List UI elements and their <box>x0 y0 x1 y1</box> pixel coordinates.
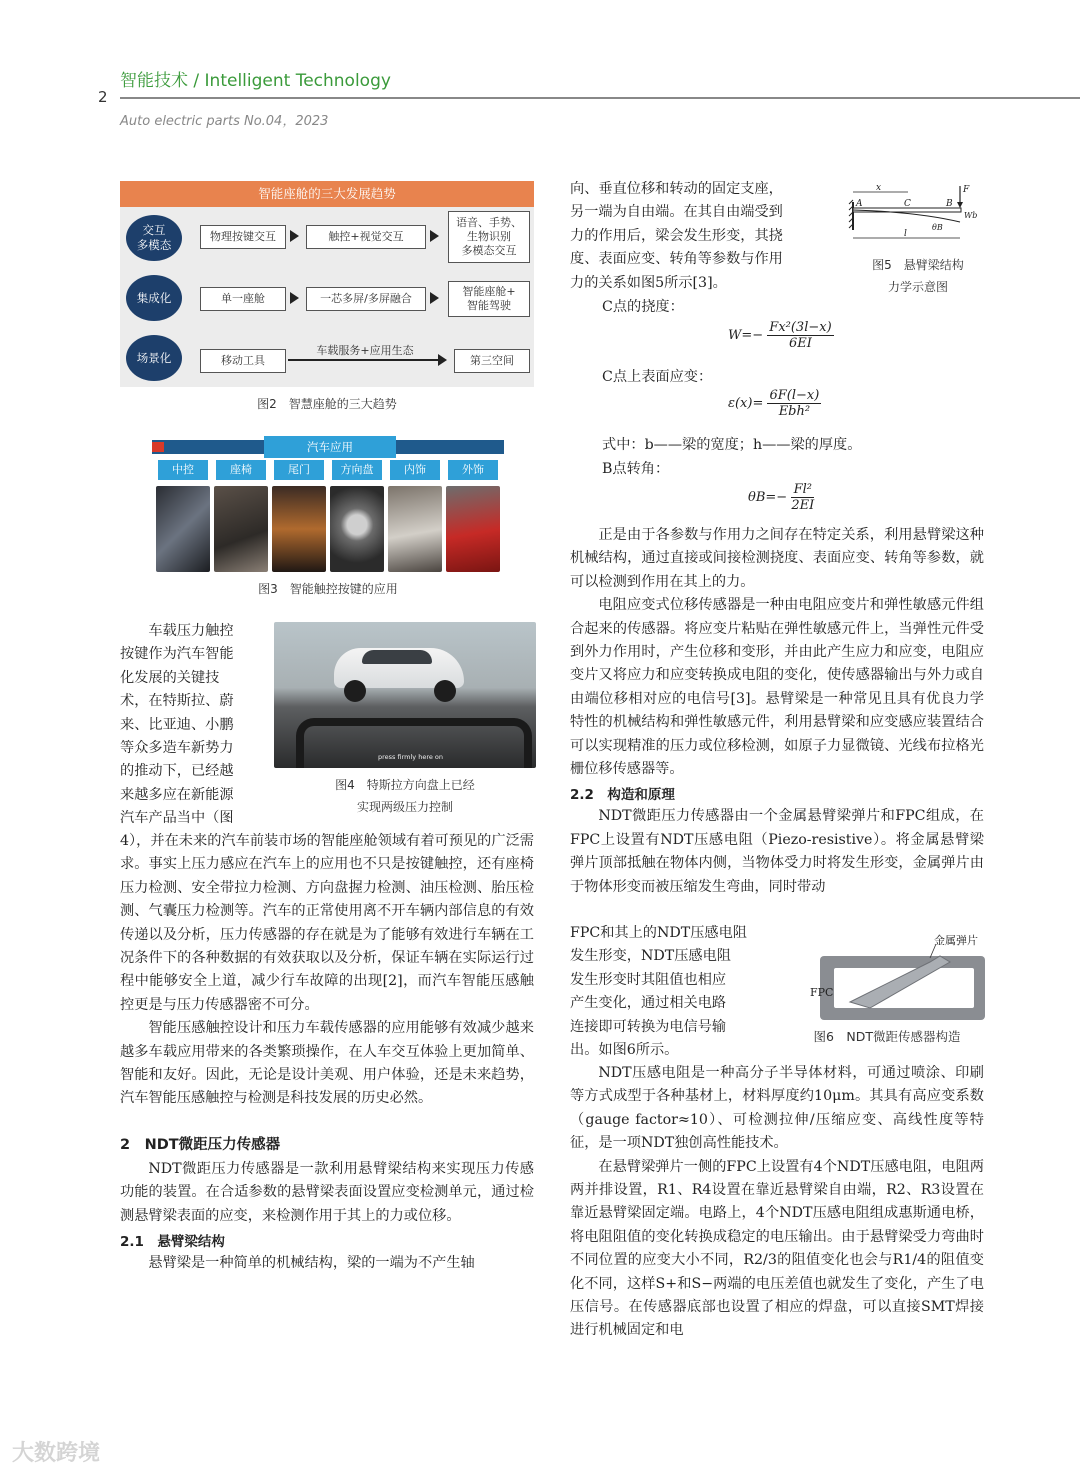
arrow-icon <box>290 230 299 242</box>
label-l: l <box>904 229 907 239</box>
photo-tailgate <box>272 486 326 572</box>
paragraph: 电阻应变式位移传感器是一种由电阻应变片和弹性敏感元件组合起来的传感器。将应变片粘贴在弹性敏感元件上，当弹性元件受到外力作用时，产生位移和变形，并由此产生应力和应变，电阻应变片又将应力和应变转换成电阻的变化，使传感器输出与外力或自由端位移相对应的电信号[3]。悬臂梁是一种常见且具有优良力学特性的机械结构和弹性敏感元件，利用悬臂梁和应变感应装置结合可以实现精准的压力或位移检测，如原子力显微镜、光线布拉格光栅位移传感器等。 <box>570 597 984 778</box>
text-line: 出。如图6所示。 <box>570 1042 679 1059</box>
paragraph: 4），并在未来的汽车前装市场的智能座舱领域有着可预见的广泛需求。事实上压力感应在汽车上的应用也不只是按键触控，还有座椅压力检测、安全带拉力检测、方向盘握力检测、油压检测、胎压检测、气囊压力检测等。汽车的正常使用离不开车辆内部信息的有效传递以及分析，压力传感器的存在就是为了能够有效进行车辆在工况条件下的各种数据的有效获取以及分析，保证车辆在实际运行过程中能够安全上道，减少行车故障的出现[2]，而汽车智能压感触控更是与压力传感器密不可分。 <box>120 833 534 1013</box>
formula-strain <box>728 388 821 419</box>
text-line: 化发展的关键技 <box>120 669 220 686</box>
formula-numerator: Fx²(3l−x) <box>769 320 832 335</box>
app-label: 外饰 <box>448 460 498 480</box>
page-number: 2 <box>98 88 108 106</box>
text-line: 度、表面应变、转角等参数与作用 <box>570 251 783 268</box>
section-2-2-heading: 2.2 构造和原理 <box>570 787 675 804</box>
b-angle-label: B点转角： <box>602 461 670 477</box>
c-deflection-label: C点的挠度： <box>602 299 684 315</box>
text-line: 汽车产品当中（图 <box>120 810 234 827</box>
arrow-icon <box>290 292 299 304</box>
figure-4-tesla-photo <box>274 622 536 768</box>
formula-lhs: ε(x)= <box>728 396 764 411</box>
journal-issue: Auto electric parts No.04，2023 <box>120 114 329 129</box>
figure-3-caption: 图3 智能触控按键的应用 <box>258 582 398 596</box>
text-line: 连接即可转换为电信号输 <box>570 1018 727 1035</box>
step-box: 语音、手势、 生物识别 多模态交互 <box>448 211 530 263</box>
label-fpc: FPC <box>810 986 834 999</box>
arrow-icon <box>430 230 439 242</box>
figure-2-caption: 图2 智慧座舱的三大趋势 <box>257 397 397 411</box>
text-line: 产生变化，通过相关电路 <box>570 995 727 1012</box>
figure-2-title: 智能座舱的三大发展趋势 <box>120 181 534 207</box>
text-line: FPC和其上的NDT压感电阻 <box>570 925 747 941</box>
formula-numerator: 6F(l−x) <box>769 388 820 403</box>
category-integration: 集成化 <box>126 275 182 321</box>
paragraph: NDT压感电阻是一种高分子半导体材料，可通过喷涂、印刷等方式成型于各种基材上，材料厚度约10μm。其具有高应变系数（gauge factor≈10）、可检测拉伸/压缩应变、高线性度等特征，是一项NDT独创高性能技术。 <box>570 1065 984 1152</box>
right-column-body-end <box>570 1062 984 1343</box>
label-c: C <box>904 199 911 209</box>
paragraph: 正是由于各参数与作用力之间存在特定关系，利用悬臂梁这种机械结构，通过直接或间接检测挠度、表面应变、转角等参数，就可以检测到作用在其上的力。 <box>570 527 984 590</box>
step-box: 物理按键交互 <box>200 225 286 249</box>
section-2-1-heading: 2.1 悬臂梁结构 <box>120 1234 225 1251</box>
red-marker <box>152 442 164 452</box>
step-box: 智能座舱+ 智能驾驶 <box>448 281 530 317</box>
car-window <box>362 650 432 664</box>
figure-5-cantilever-diagram <box>848 182 988 254</box>
text-line: 力的关系如图5所示[3]。 <box>570 274 727 291</box>
watermark: 大数跨境 <box>12 1441 101 1466</box>
right-paragraph-1 <box>570 178 828 295</box>
label-f: F <box>963 185 970 195</box>
photo-interior <box>388 486 442 572</box>
label-metal: 金属弹片 <box>934 934 978 947</box>
label-a: A <box>856 199 863 209</box>
figure-4-caption-line-2: 实现两级压力控制 <box>356 800 453 814</box>
formula-lhs: W=− <box>728 328 764 343</box>
formula-lhs: θB=− <box>748 490 788 505</box>
arrow-icon <box>430 292 439 304</box>
force-arrowhead <box>957 202 963 208</box>
figure-3-applications <box>152 436 504 573</box>
formula-denominator: Ebh² <box>778 404 811 419</box>
left-paragraph-1-narrow <box>120 620 250 831</box>
category-scenario: 场景化 <box>126 335 182 381</box>
figure-6-caption: 图6 NDT微距传感器构造 <box>813 1029 961 1044</box>
figure-3-title: 汽车应用 <box>264 436 396 458</box>
app-label: 中控 <box>158 460 208 480</box>
paragraph: NDT微距压力传感器由一个金属悬臂梁弹片和FPC组成，在FPC上设置有NDT压感电阻（Piezo-resistive）。将金属悬臂梁弹片顶部抵触在物体内侧，当物体受力时将发生形变，金属弹片由于物体形变而被压缩发生弯曲，同时带动 <box>570 808 984 895</box>
header-divider <box>120 97 1080 99</box>
right-column-body <box>570 524 984 899</box>
step-box: 触控+视觉交互 <box>306 225 426 249</box>
formula-deflection <box>728 320 834 351</box>
label-wb: Wb <box>964 211 978 220</box>
step-box: 单一座舱 <box>200 287 286 311</box>
text-line: 力的作用后，梁会发生形变，其挠 <box>570 227 783 244</box>
label-b: B <box>946 199 953 209</box>
app-label: 尾门 <box>274 460 324 480</box>
text-line: 车载压力触控 <box>148 623 234 639</box>
arrow-label: 车载服务+应用生态 <box>316 344 414 357</box>
step-box: 一芯多屏/多屏融合 <box>306 287 426 311</box>
section-header-title: 智能技术 / Intelligent Technology <box>120 71 391 91</box>
paragraph: NDT微距压力传感器是一款利用悬臂梁结构来实现压力传感功能的装置。在合适参数的悬臂梁表面设置应变检测单元，通过检测悬臂梁表面的应变，来检测作用于其上的力或位移。 <box>120 1160 534 1224</box>
app-label: 内饰 <box>390 460 440 480</box>
paragraph: 在悬臂梁弹片一侧的FPC上设置有4个NDT压感电阻，电阻两两并排设置，R1、R4设置在靠近悬臂梁自由端，R2、R3设置在靠近悬臂梁固定端。电路上，4个NDT压感电阻组成惠斯通电桥，将电阻阻值的变化转换成稳定的电压输出。由于悬臂梁受力弯曲时不同位置的应变大小不同，R2/3的阻值变化也会与R1/4的阻值变化不同，这样S+和S−两端的电压差值也就发生了变化，产生了电压信号。在传感器底部也设置了相应的焊盘，可以直接SMT焊接进行机械固定和电 <box>570 1158 984 1339</box>
text-line: 等众多造车新势力 <box>120 740 234 757</box>
paragraph: 悬臂梁是一种简单的机械结构，梁的一端为不产生轴 <box>148 1255 475 1272</box>
right-paragraph-narrow <box>570 922 766 1062</box>
left-column-body <box>120 830 534 1276</box>
text-line: 来、比亚迪、小鹏 <box>120 716 234 733</box>
text-line: 的推动下，已经越 <box>120 763 234 780</box>
formula-angle <box>748 482 814 513</box>
photo-seat <box>214 486 268 572</box>
text-line: 另一端为自由端。在其自由端受到 <box>570 204 783 221</box>
photo-steering-wheel <box>330 486 384 572</box>
overlay-text: press firmly here on <box>378 753 444 761</box>
label-theta: θB <box>932 223 943 232</box>
c-strain-label: C点上表面应变： <box>602 369 713 385</box>
car-wheel <box>434 680 456 702</box>
figure-5-caption-line-1: 图5 悬臂梁结构 <box>872 258 964 272</box>
text-line: 向、垂直位移和转动的固定支座， <box>570 181 783 197</box>
app-label: 方向盘 <box>332 460 382 480</box>
label-x: x <box>876 183 882 193</box>
text-line: 来越多应在新能源 <box>120 786 234 803</box>
figure-4-caption-line-1: 图4 特斯拉方向盘上已经 <box>335 778 475 792</box>
text-line: 术，在特斯拉、蔚 <box>120 693 234 710</box>
arrow-icon <box>438 354 447 366</box>
formula-denominator: 6EI <box>789 336 812 351</box>
figure-5-caption-line-2: 力学示意图 <box>887 280 948 294</box>
where-text: 式中：b——梁的宽度；h——梁的厚度。 <box>602 437 862 453</box>
text-line: 按键作为汽车智能 <box>120 646 234 663</box>
photo-exterior <box>446 486 500 572</box>
formula-denominator: 2EI <box>791 498 815 513</box>
long-arrow-line <box>288 359 442 361</box>
paragraph: 智能压感触控设计和压力车载传感器的应用能够有效减少越来越多车载应用带来的各类繁琐操作，在人车交互体验上更加简单、智能和友好。因此，无论是设计美观、用户体验，还是未来趋势，汽车智能压感触控与检测是科技发展的历史必然。 <box>120 1020 534 1107</box>
text-line: 发生形变，NDT压感电阻 <box>570 948 731 965</box>
step-box: 第三空间 <box>454 349 530 373</box>
step-box: 移动工具 <box>200 349 286 373</box>
figure-2-trends-diagram <box>120 181 534 387</box>
photo-center-console <box>156 486 210 572</box>
category-interaction: 交互 多模态 <box>126 215 182 261</box>
car-wheel <box>344 680 366 702</box>
text-line: 发生形变时其阻值也相应 <box>570 971 727 988</box>
section-2-heading: 2 NDT微距压力传感器 <box>120 1136 281 1153</box>
app-label: 座椅 <box>216 460 266 480</box>
formula-numerator: Fl² <box>791 482 814 498</box>
figure-6-sensor-structure <box>810 932 990 1022</box>
